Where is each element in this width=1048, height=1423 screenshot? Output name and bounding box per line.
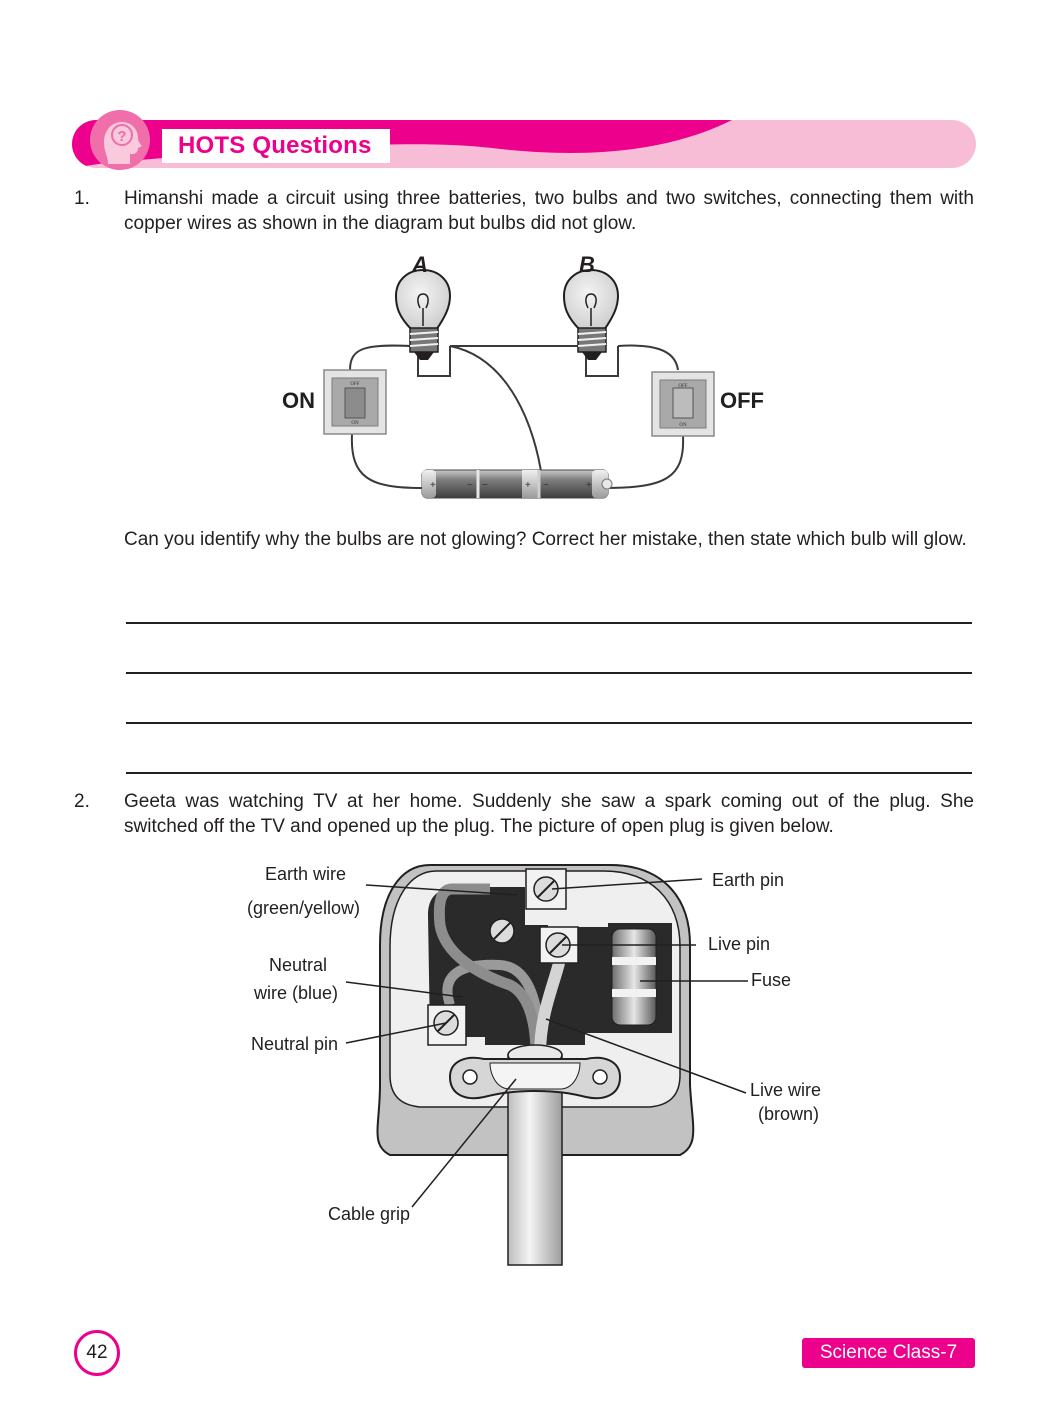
svg-text:−: − (482, 480, 488, 491)
svg-text:−: − (467, 480, 473, 491)
switch-right-icon (652, 372, 714, 436)
switch-left-icon (324, 370, 386, 434)
live-pin-label: Live pin (708, 934, 771, 954)
fuse-label: Fuse (751, 970, 792, 990)
circuit-diagram (270, 248, 780, 518)
svg-text:+: + (525, 480, 531, 491)
question-2-number: 2. (74, 791, 90, 812)
book-title-badge (802, 1338, 975, 1368)
bulb-a-label: A (412, 252, 428, 277)
question-1-text: Himanshi made a circuit using three batteries, two bulbs and two switches, connecting them with copper wires as shown in the diagram but bulbs did not glow. (124, 188, 974, 234)
page-title: HOTS Questions (178, 132, 372, 159)
cable-grip-label: Cable grip (328, 1204, 411, 1224)
question-head-icon (88, 108, 152, 172)
battery-icon (422, 470, 612, 498)
earth-pin-label: Earth pin (712, 870, 785, 890)
book-title-text: Science Class-7 (819, 1342, 958, 1363)
neutral-pin-label: Neutral pin (251, 1034, 339, 1054)
answer-line[interactable] (126, 622, 972, 624)
section-banner (72, 120, 976, 168)
switch-off-label: OFF (720, 388, 764, 413)
question-1-followup: Can you identify why the bulbs are not glowing? Correct her mistake, then state which bulb will glow. (124, 529, 967, 550)
svg-text:?: ? (117, 128, 127, 145)
answer-line[interactable] (126, 772, 972, 774)
live-wire-color-label: (brown) (758, 1104, 820, 1124)
svg-text:OFF: OFF (678, 384, 688, 389)
switch-on-label: ON (282, 388, 315, 413)
live-wire-label: Live wire (750, 1080, 822, 1100)
earth-wire-label: Earth wire (265, 864, 347, 884)
answer-line[interactable] (126, 672, 972, 674)
svg-text:OFF: OFF (350, 382, 360, 387)
plug-diagram (240, 855, 840, 1270)
page-number-text: 42 (86, 1342, 108, 1363)
neutral-wire-color-label: wire (blue) (254, 983, 339, 1003)
neutral-wire-label: Neutral (269, 955, 328, 975)
page-number (74, 1330, 120, 1376)
svg-text:ON: ON (679, 423, 687, 428)
bulb-b-label: B (579, 252, 595, 277)
question-1-number: 1. (74, 188, 90, 209)
svg-text:ON: ON (351, 421, 359, 426)
question-2-text: Geeta was watching TV at her home. Suddenly she saw a spark coming out of the plug. She switched off the TV and opened up the plug. The picture of open plug is given below. (124, 791, 974, 837)
svg-text:+: + (586, 480, 592, 491)
answer-line[interactable] (126, 722, 972, 724)
svg-text:−: − (543, 480, 549, 491)
svg-text:+: + (430, 480, 436, 491)
earth-wire-color-label: (green/yellow) (247, 898, 361, 918)
